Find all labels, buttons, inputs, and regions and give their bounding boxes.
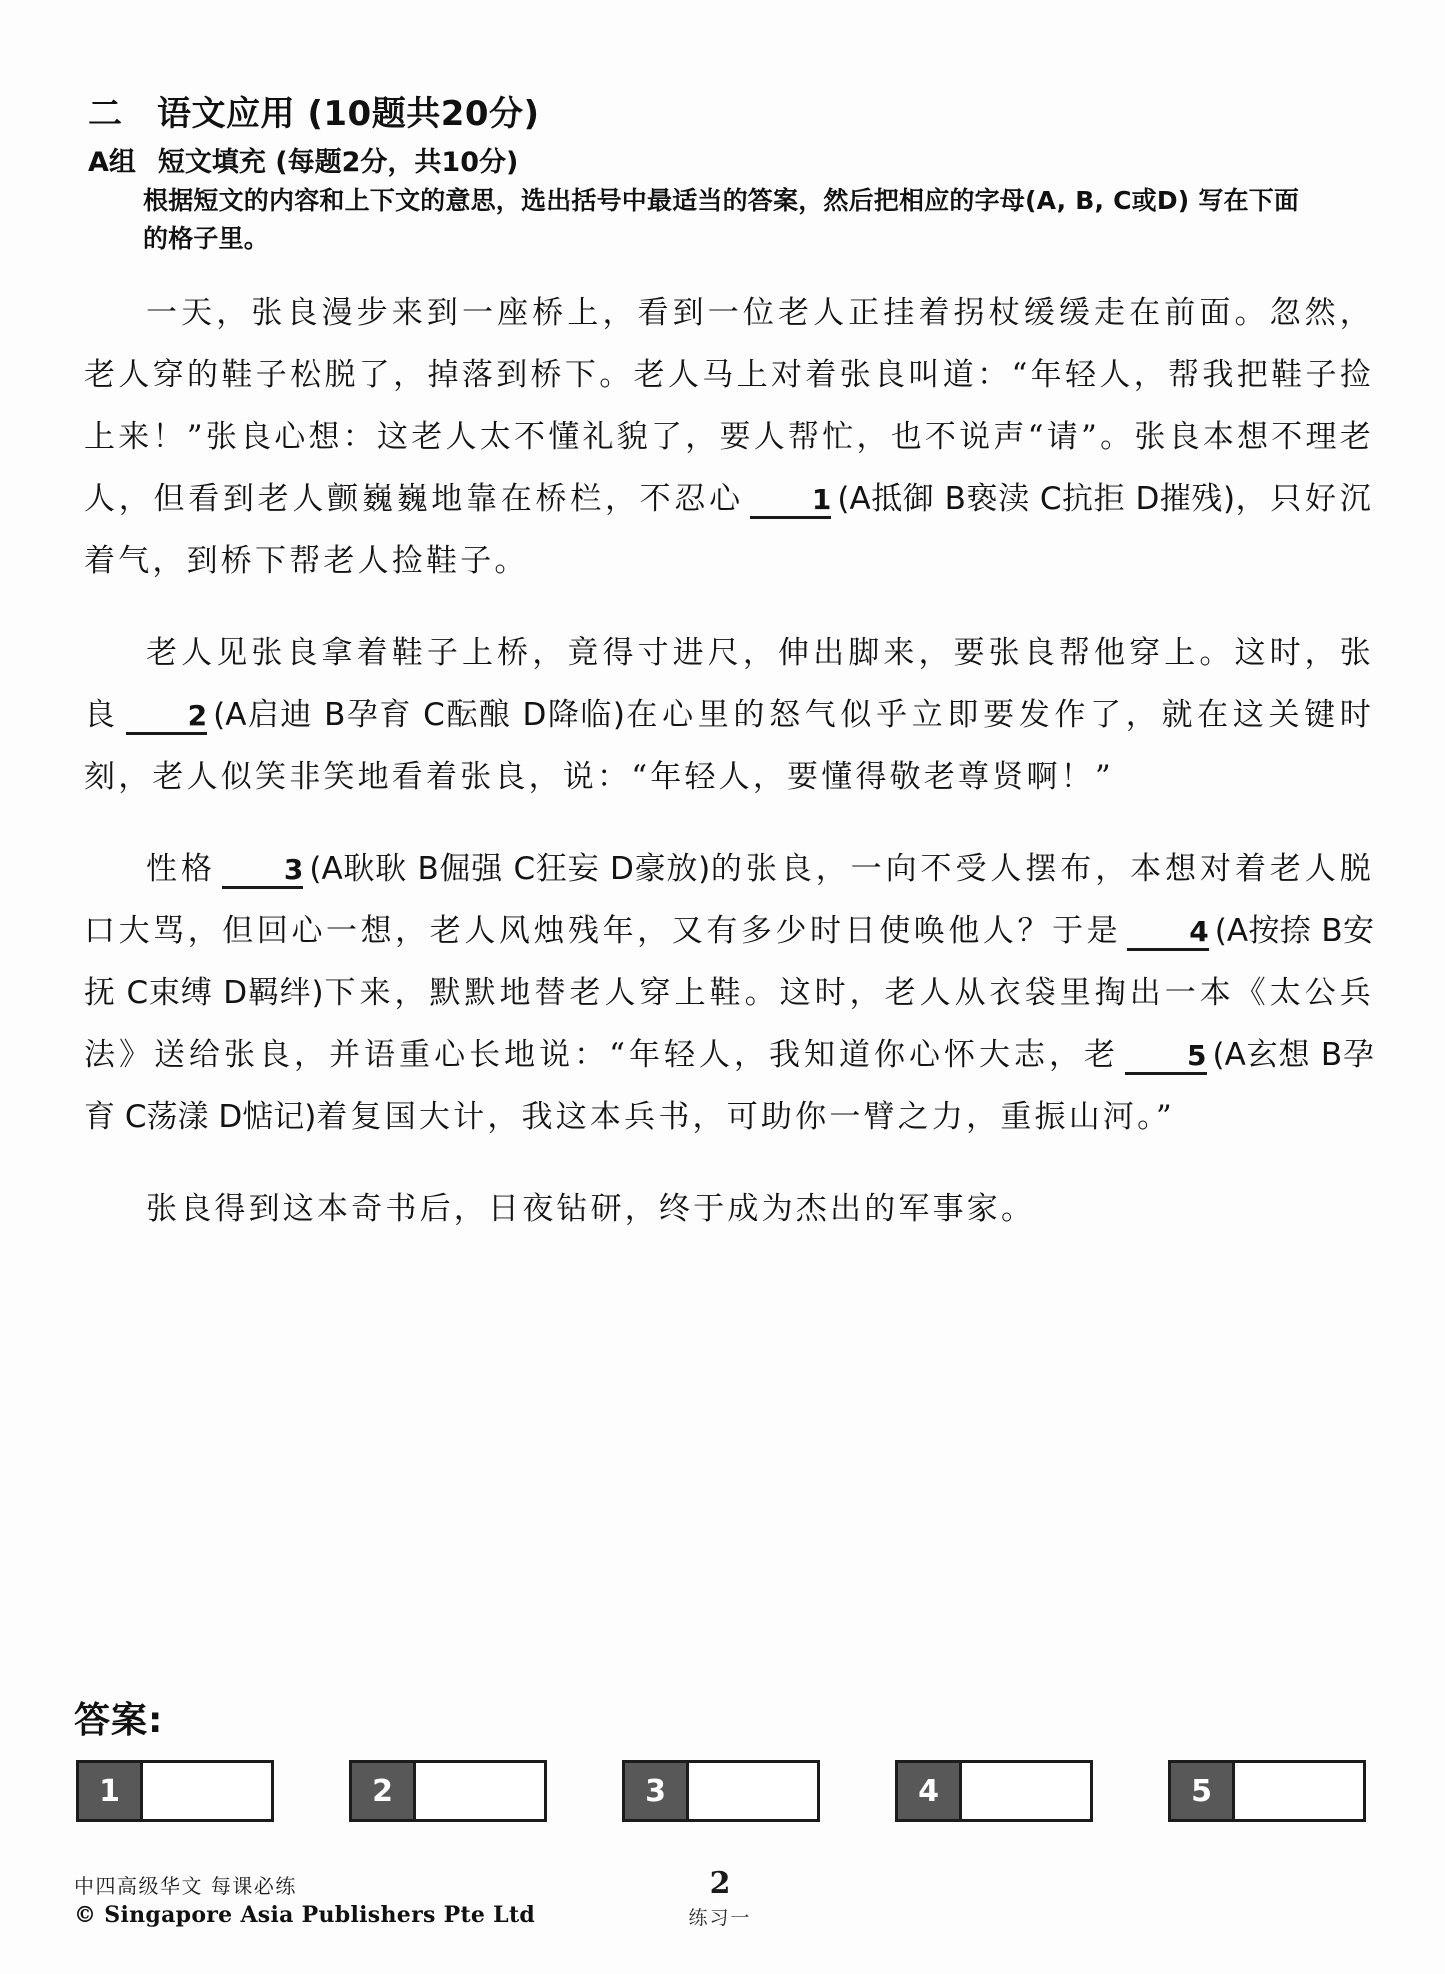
blank-1[interactable]: 1: [750, 485, 831, 519]
passage-paragraph-1: [84, 282, 1374, 592]
footer-exercise-label: 练习一: [688, 1907, 752, 1929]
paragraph-3-text-a: 性格: [146, 851, 216, 887]
answer-number-4: 4: [898, 1763, 962, 1819]
answers-label: 答案:: [74, 1700, 164, 1741]
blank-4[interactable]: 4: [1127, 917, 1208, 951]
answer-input-1[interactable]: [143, 1763, 271, 1819]
answer-cell-1[interactable]: [76, 1760, 274, 1822]
answer-number-1: 1: [79, 1763, 143, 1819]
paragraph-2-text-a: 老人见张良拿着鞋子上桥，竟得寸进尺，伸出脚来，要张良帮他穿上。这时，张良: [84, 635, 1374, 733]
paragraph-2-text-b: 在心里的怒气似乎立即要发作了，就在这关键时刻，老人似笑非笑地看着张良，说：“年轻人，要懂得敬老尊贤啊！”: [84, 697, 1374, 795]
footer-copyright: © Singapore Asia Publishers Pte Ltd: [74, 1902, 536, 1929]
page-number: 2: [709, 1866, 731, 1901]
blank-2[interactable]: 2: [126, 701, 207, 735]
answer-input-5[interactable]: [1235, 1763, 1363, 1819]
answer-cell-3[interactable]: [622, 1760, 820, 1822]
answer-cell-2[interactable]: [349, 1760, 547, 1822]
answer-number-2: 2: [352, 1763, 416, 1819]
footer-series-title: 中四高级华文 每课必练: [74, 1874, 297, 1898]
section-number: 二: [88, 94, 123, 134]
paragraph-3-text-b: 的张良，一向不受人摆布，本想对着老人脱口大骂，但回心一想，老人风烛残年，又有多少时日使唤他人？于是: [84, 851, 1374, 949]
footer-center: [660, 1866, 780, 1930]
blank-3[interactable]: 3: [222, 855, 303, 889]
answer-input-2[interactable]: [416, 1763, 544, 1819]
answer-input-3[interactable]: [689, 1763, 817, 1819]
paragraph-3-text-c: 下来，默默地替老人穿上鞋。这时，老人从衣袋里掏出一本《太公兵法》送给张良，并语重心长地说：“年轻人，我知道你心怀大志，老: [84, 975, 1375, 1073]
paragraph-3-text-d: 着复国大计，我这本兵书，可助你一臂之力，重振山河。”: [316, 1099, 1175, 1135]
passage-paragraph-2: [84, 622, 1374, 808]
section-title: 语文应用 (10题共20分): [157, 94, 540, 134]
answer-cell-4[interactable]: [895, 1760, 1093, 1822]
answer-input-4[interactable]: [962, 1763, 1090, 1819]
section-heading: [88, 86, 540, 135]
options-3: (A耿耿 B倔强 C狂妄 D豪放): [309, 851, 711, 887]
passage-paragraph-3: [84, 838, 1374, 1148]
footer-left: [74, 1872, 535, 1932]
passage-paragraph-4: 张良得到这本奇书后，日夜钻研，终于成为杰出的军事家。: [146, 1191, 1036, 1227]
passage-body: [84, 282, 1374, 1240]
options-1: (A抵御 B亵渎 C抗拒 D摧残): [837, 481, 1236, 517]
options-2: (A启迪 B孕育 C酝酿 D降临): [213, 697, 625, 733]
group-label: A组: [88, 147, 136, 178]
paragraph-1-text-b: ，只好沉着气，到桥下帮老人捡鞋子。: [84, 481, 1374, 579]
options-5: (A玄想 B孕育 C荡漾 D惦记): [84, 1037, 1374, 1135]
group-heading: [88, 140, 518, 179]
paragraph-1-text-a: 一天，张良漫步来到一座桥上，看到一位老人正挂着拐杖缓缓走在前面。忽然，老人穿的鞋子松脱了，掉落到桥下。老人马上对着张良叫道：“年轻人，帮我把鞋子捡上来！”张良心想：这老人太不懂礼貌了，要人帮忙，也不说声“请”。张良本想不理老人，但看到老人颤巍巍地靠在桥栏，不忍心: [84, 295, 1374, 517]
options-4: (A按捺 B安抚 C束缚 D羁绊): [84, 913, 1375, 1011]
blank-5[interactable]: 5: [1125, 1041, 1206, 1075]
answer-number-5: 5: [1171, 1763, 1235, 1819]
answer-number-3: 3: [625, 1763, 689, 1819]
group-title: 短文填充 (每题2分，共10分): [157, 147, 519, 178]
answer-boxes-row: [76, 1760, 1366, 1822]
answer-cell-5[interactable]: [1168, 1760, 1366, 1822]
instructions-text: 根据短文的内容和上下文的意思，选出括号中最适当的答案，然后把相应的字母(A, B, C或D) 写在下面的格子里。: [143, 186, 1300, 253]
